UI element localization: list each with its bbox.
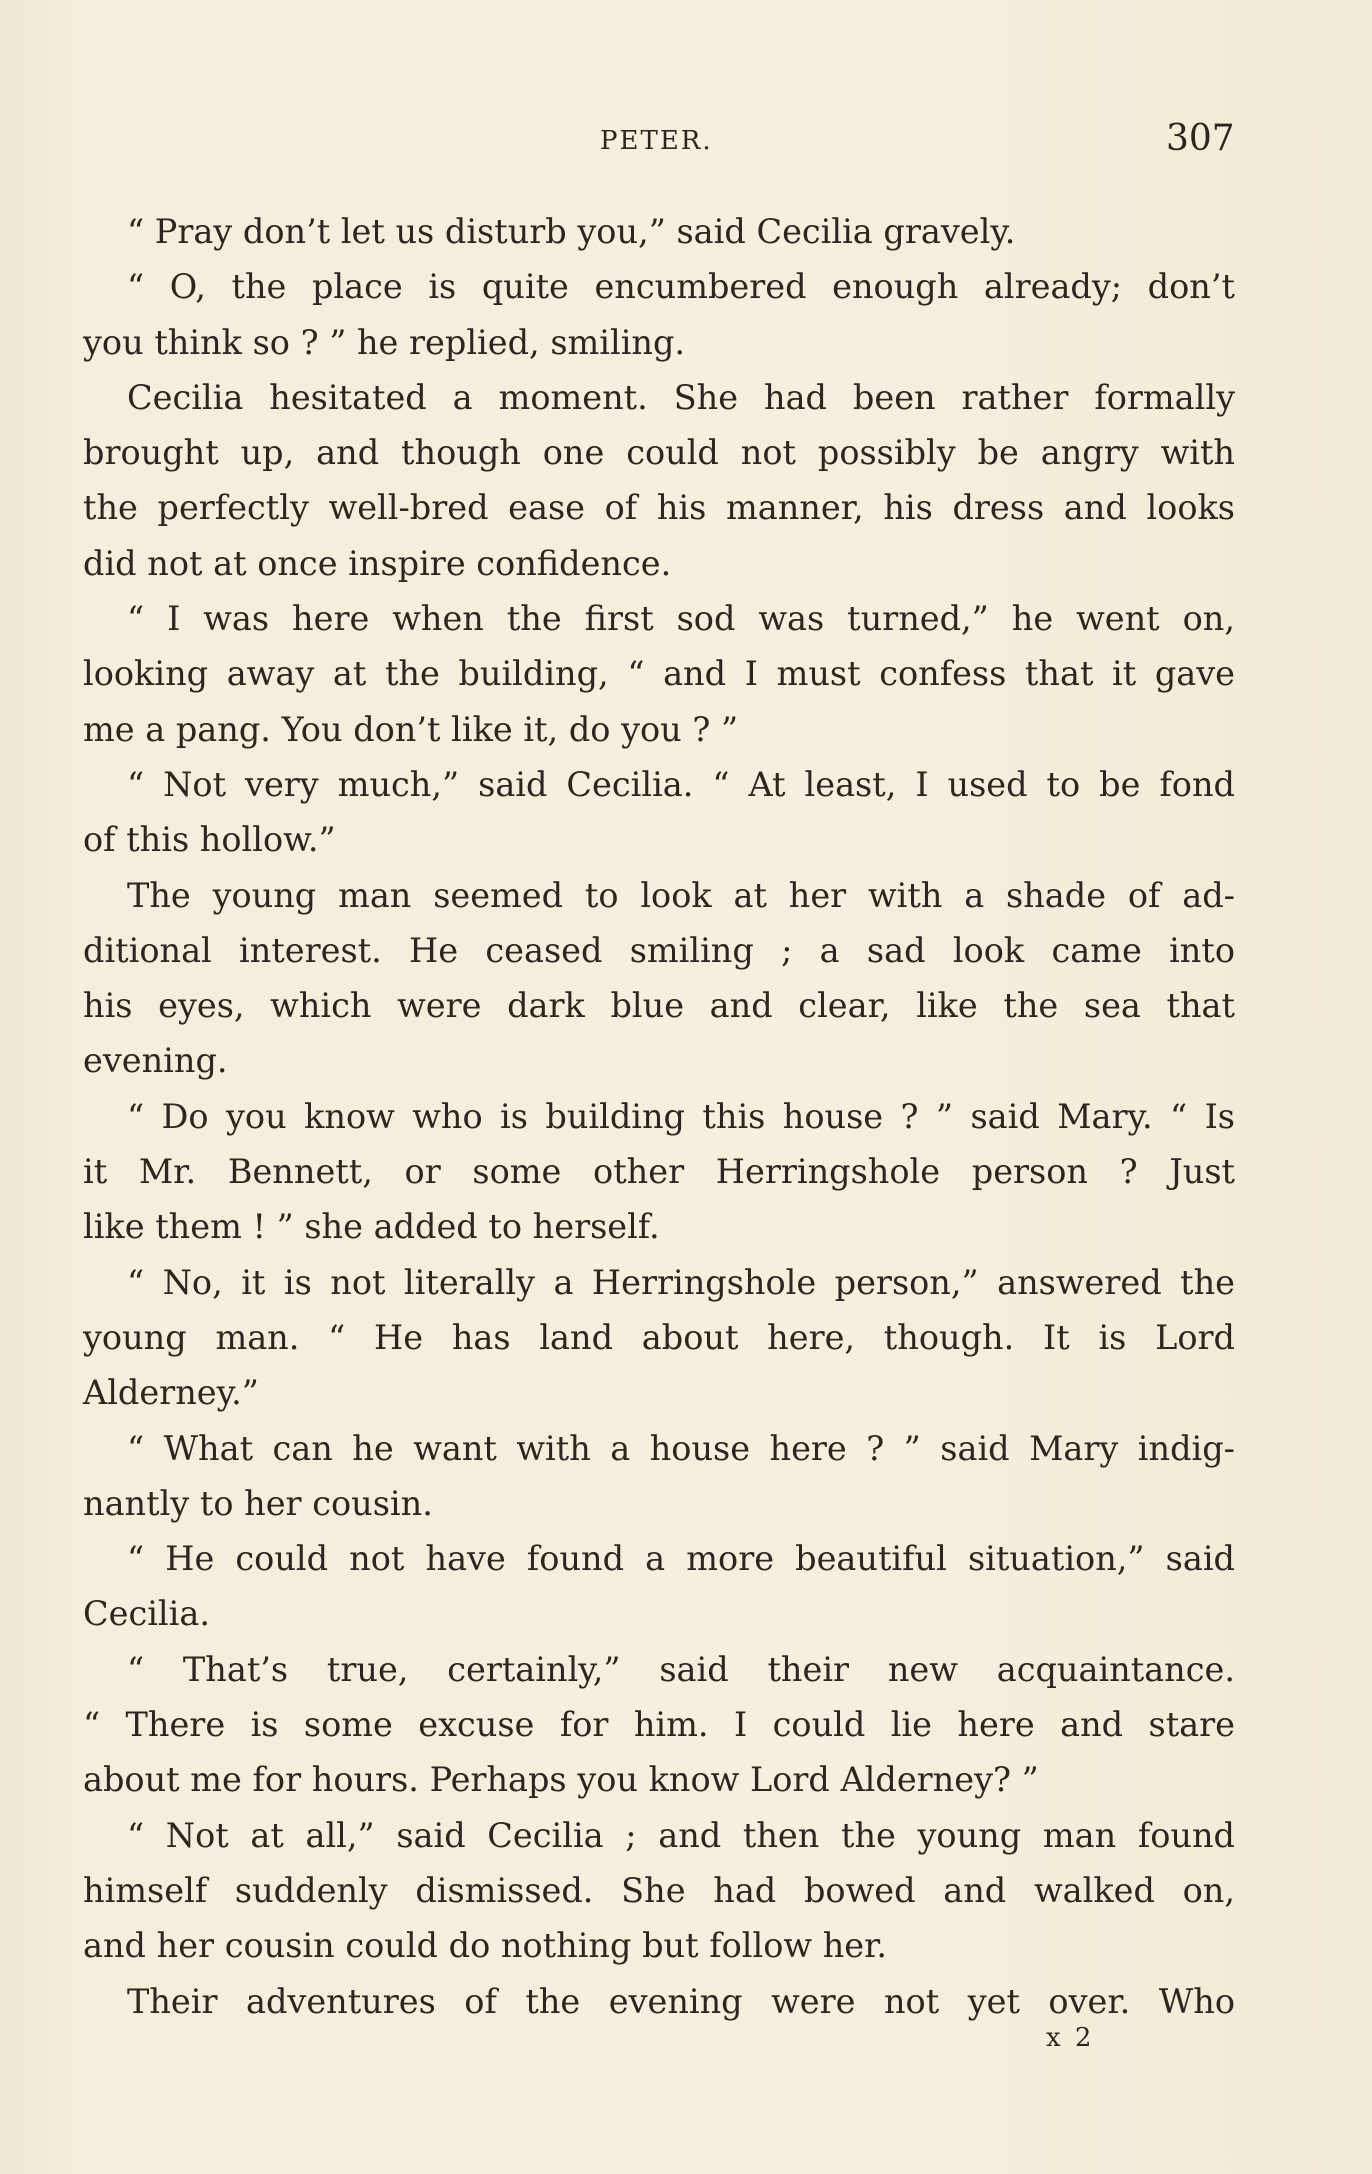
text-line: evening. [83,1041,228,1081]
text-line: of this hollow.” [83,820,336,860]
text-line: The young man seemed to look at her with a shade of ad- [127,875,1235,915]
text-line: “ That’s true, certainly,” said their new acquaintance. [127,1649,1235,1689]
text-line: me a pang. You don’t like it, do you ? ” [83,709,739,749]
text-line: did not at once inspire confidence. [83,543,672,583]
running-head [0,118,1372,168]
text-line: Cecilia. [83,1594,210,1634]
text-line: “ Pray don’t let us disturb you,” said Cecilia gravely. [127,212,1016,251]
text-line: it Mr. Bennett, or some other Herringshole person ? Just [83,1152,1235,1192]
text-line: the perfectly well-bred ease of his manner, his dress and looks [83,488,1235,528]
text-line: brought up, and though one could not possibly be angry with [83,433,1235,473]
text-line: ditional interest. He ceased smiling ; a sad look came into [83,930,1235,970]
text-line: himself suddenly dismissed. She had bowed and walked on, [83,1870,1235,1910]
text-line: “ There is some excuse for him. I could lie here and stare [83,1705,1235,1745]
text-line: young man. “ He has land about here, though. It is Lord [83,1317,1235,1357]
text-line: his eyes, which were dark blue and clear, like the sea that [83,986,1235,1026]
text-line: and her cousin could do nothing but follow her. [83,1926,888,1966]
text-line: “ O, the place is quite encumbered enough already; don’t [127,267,1235,307]
text-line: nantly to her cousin. [83,1483,433,1523]
text-line: Cecilia hesitated a moment. She had been rather formally [127,377,1235,417]
body-text [83,204,1235,2029]
text-line: “ What can he want with a house here ? ” said Mary indig- [127,1428,1235,1468]
text-line: “ Not very much,” said Cecilia. “ At least, I used to be fond [127,764,1235,804]
text-line: you think so ? ” he replied, smiling. [83,322,686,362]
text-line: about me for hours. Perhaps you know Lord Alderney? ” [83,1760,1039,1800]
text-line: Alderney.” [83,1373,259,1413]
text-line: “ He could not have found a more beautiful situation,” said [127,1539,1235,1579]
text-line: “ Not at all,” said Cecilia ; and then the young man found [127,1815,1235,1855]
text-line: “ No, it is not literally a Herringshole person,” answered the [127,1262,1235,1302]
running-title: PETER. [600,126,713,156]
page-number: 307 [1166,118,1235,159]
signature-mark: x 2 [1046,2023,1095,2053]
text-line: like them ! ” she added to herself. [83,1207,660,1247]
text-line: “ Do you know who is building this house ? ” said Mary. “ Is [127,1096,1235,1136]
text-line: Their adventures of the evening were not yet over. Who [127,1981,1235,2021]
text-line: “ I was here when the first sod was turned,” he went on, [127,599,1235,639]
text-line: looking away at the building, “ and I must confess that it gave [83,654,1235,694]
